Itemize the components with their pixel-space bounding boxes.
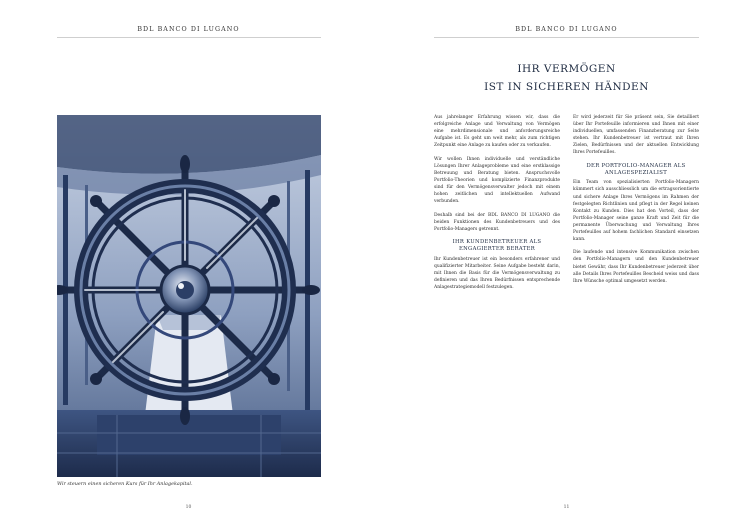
paragraph: Deshalb sind bei der BDL BANCO DI LUGANO die beiden Funktionen des Kundenbetreuers und des Portfolio-Managers getrennt.	[434, 212, 560, 232]
title-line-2: IST IN SICHEREN HÄNDEN	[484, 81, 649, 93]
ship-wheel-photo	[57, 115, 321, 477]
paragraph: Er wird jederzeit für Sie präsent sein, Sie detailliert über Ihr Portefeuille informieren und Ihnen mit einer individuellen, umfassenden Finanzberatung zur Seite stehen. Ihr Kundenbetreuer ist vertraut mit Ihren Zielen, Bedürfnissen und der aktuellen Entwicklung Ihres Portefeuilles.	[573, 115, 699, 156]
paragraph: Wir wollen Ihnen individuelle und verständliche Lösungen Ihrer Anlageprobleme und eine erstklassige Betreuung und Beratung bieten. Anspruchsvolle Portfolio-Theorien und komplizierte Finanzprodukte sind für den Vermögensverwalter jedoch mit einem hohen zeitlichen und intellektuellen Aufwand verbunden.	[434, 156, 560, 205]
header-rule-right	[434, 37, 699, 38]
page-title	[438, 60, 695, 96]
paragraph: Ihr Kundenbetreuer ist ein besonders erfahrener und qualifizierter Mitarbeiter. Seine Aufgabe besteht darin, mit Ihnen die Basis für die Vermögensverwaltung zu definieren und das Ihren Bedürfnissen entsprechende Anlagestrategiemodell festzulegen.	[434, 256, 560, 290]
title-line-1: IHR VERMÖGEN	[517, 63, 616, 75]
page-number-left: 10	[185, 505, 192, 510]
right-page	[378, 0, 755, 530]
page-number-right: 11	[563, 505, 570, 510]
running-head-right: BDL BANCO DI LUGANO	[515, 26, 618, 33]
text-column-right	[573, 114, 699, 291]
section-heading-line-1: IHR KUNDENBETREUER ALS	[452, 238, 542, 245]
text-column-left	[434, 114, 560, 297]
paragraph: Ein Team von spezialisierten Portfolio-Managern kümmert sich ausschliesslich um die ertragsorientierte und sichere Anlage Ihres Vermögens im Rahmen der festgelegten Richtlinien und pflegt in der Regel keinen Kontakt zu Kunden. Dies hat den Vorteil, dass der Portfolio-Manager seine ganze Kraft und Zeit für die permanente Überwachung und Verwaltung Ihres Portefeuilles auf hohem fachlichen Standard einsetzen kann.	[573, 180, 699, 243]
running-head-left: BDL BANCO DI LUGANO	[137, 26, 240, 33]
section-heading-line-2: ENGAGIERTER BERATER	[458, 246, 536, 253]
left-page	[0, 0, 377, 530]
header-rule-left	[57, 37, 321, 38]
photo-caption: Wir steuern einen sicheren Kurs für Ihr Anlagekapital.	[57, 481, 193, 487]
section-heading-line-1: DER PORTFOLIO-MANAGER ALS	[586, 162, 686, 169]
section-heading	[434, 239, 560, 254]
section-heading	[573, 163, 699, 178]
paragraph: Die laufende und intensive Kommunikation zwischen den Portfolio-Managern und den Kundenbetreuer bietet Gewähr, dass Ihr Kundenbetreuer jederzeit über alle Details Ihres Portefeuilles Bescheid weiss und dass Ihre Wünsche optimal umgesetzt werden.	[573, 250, 699, 284]
section-heading-line-2: ANLAGESPEZIALIST	[604, 170, 668, 177]
paragraph: Aus jahrelanger Erfahrung wissen wir, dass die erfolgreiche Anlage und Verwaltung von Vermögen eine mehrdimensionale und anforderungsreiche Aufgabe ist. Es geht um weit mehr, als zum richtigen Zeitpunkt eine Anlage zu kaufen oder zu verkaufen.	[434, 115, 560, 149]
